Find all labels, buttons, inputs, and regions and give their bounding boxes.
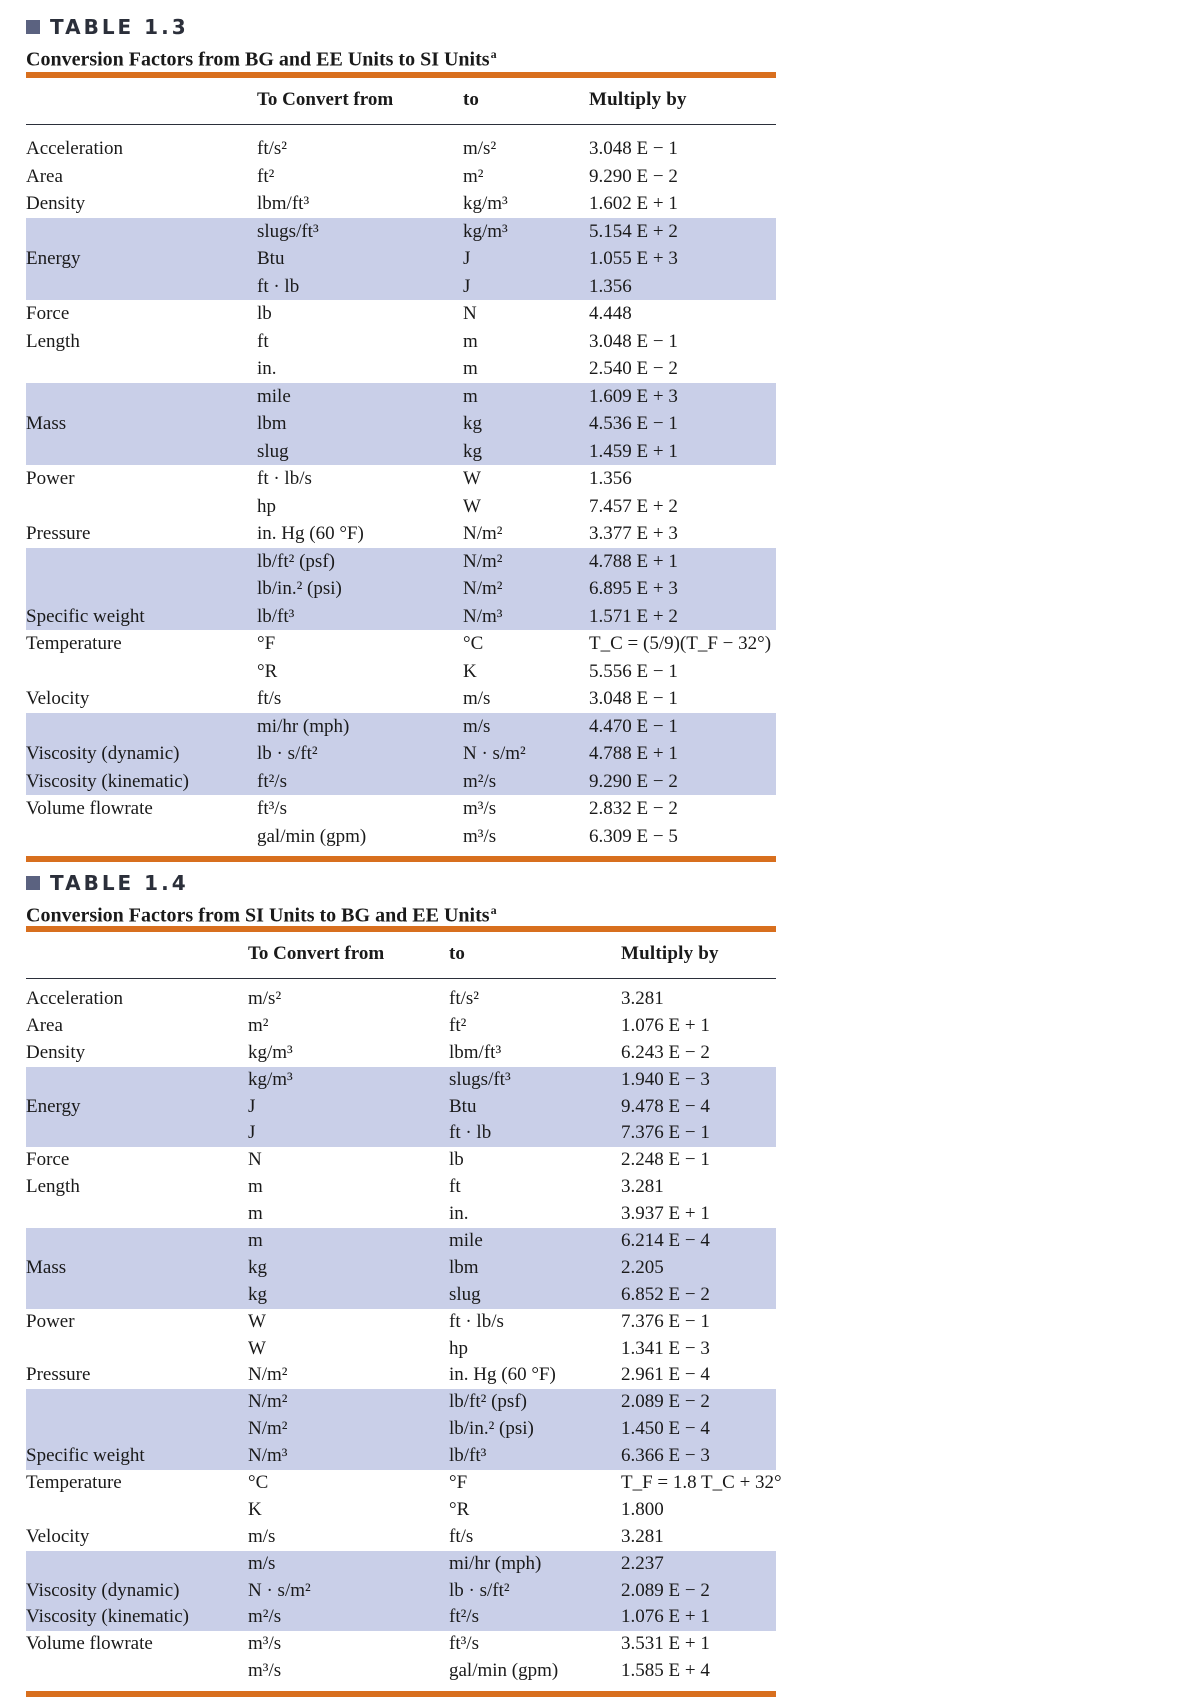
cell-multiply: 3.937 E + 1 — [621, 1203, 710, 1225]
table-row — [26, 1658, 776, 1685]
cell-from: hp — [257, 495, 276, 517]
cell-to: lb/in.² (psi) — [449, 1418, 534, 1440]
cell-multiply: 6.852 E − 2 — [621, 1283, 710, 1305]
cell-to: gal/min (gpm) — [449, 1660, 559, 1682]
cell-multiply: 6.895 E + 3 — [589, 578, 678, 599]
table-number: TABLE 1.4 — [50, 871, 189, 895]
column-header-row — [26, 78, 776, 125]
cell-to: m² — [463, 165, 484, 187]
cell-to: W — [463, 495, 481, 517]
cell-quantity: Specific weight — [26, 605, 145, 627]
cell-multiply: 1.602 E + 1 — [589, 193, 678, 214]
cell-quantity: Temperature — [26, 1472, 122, 1494]
cell-to: lbm/ft³ — [449, 1041, 502, 1063]
cell-from: m²/s — [248, 1606, 282, 1628]
table-row — [26, 1282, 776, 1309]
cell-quantity: Temperature — [26, 633, 122, 654]
cell-quantity: Force — [26, 303, 70, 324]
table-row — [26, 438, 776, 466]
cell-from: m — [248, 1203, 263, 1225]
cell-from: lb · s/ft² — [257, 743, 318, 764]
table-row — [26, 1228, 776, 1255]
cell-multiply: 3.377 E + 3 — [589, 523, 678, 544]
cell-multiply: 2.089 E − 2 — [621, 1391, 710, 1413]
cell-from: °F — [257, 633, 276, 654]
cell-from: Btu — [257, 248, 285, 269]
cell-multiply: 7.376 E − 1 — [621, 1122, 710, 1144]
cell-from: ft · lb/s — [257, 468, 312, 489]
cell-to: °C — [463, 633, 484, 654]
cell-quantity: Volume flowrate — [26, 798, 153, 819]
cell-multiply: 1.800 — [621, 1498, 664, 1520]
cell-to: W — [463, 468, 481, 489]
cell-from: m — [248, 1176, 263, 1198]
table-body — [26, 986, 782, 1685]
cell-quantity: Viscosity (kinematic) — [26, 770, 189, 792]
cell-multiply: 2.832 E − 2 — [589, 798, 678, 819]
cell-to: ft · lb/s — [449, 1310, 504, 1332]
table-row — [26, 1120, 776, 1147]
cell-to: kg/m³ — [463, 220, 508, 242]
cell-quantity: Viscosity (dynamic) — [26, 1579, 180, 1601]
cell-from: ft³/s — [257, 798, 287, 819]
cell-from: kg/m³ — [248, 1041, 293, 1063]
cell-from: N/m² — [248, 1364, 288, 1386]
header-to: to — [463, 89, 479, 110]
table-row — [26, 1255, 776, 1282]
table-row — [26, 1470, 782, 1497]
cell-multiply: 7.457 E + 2 — [589, 495, 678, 517]
cell-from: m³/s — [248, 1660, 282, 1682]
table-row — [26, 218, 776, 246]
cell-from: N — [248, 1149, 262, 1171]
table-row — [26, 603, 776, 631]
cell-multiply: 2.205 — [621, 1256, 664, 1278]
cell-to: slugs/ft³ — [449, 1068, 511, 1090]
table-row — [26, 685, 776, 713]
cell-quantity: Velocity — [26, 1525, 90, 1547]
cell-from: lbm — [257, 413, 287, 434]
table-row — [26, 1604, 776, 1631]
cell-to: N/m² — [463, 523, 503, 544]
cell-to: ft · lb — [449, 1122, 492, 1144]
cell-to: m — [463, 358, 478, 379]
table-row — [26, 1578, 776, 1605]
cell-to: K — [463, 660, 477, 682]
table-row — [26, 630, 776, 658]
cell-to: °R — [449, 1498, 470, 1520]
cell-quantity: Mass — [26, 413, 67, 434]
cell-multiply: 1.076 E + 1 — [621, 1606, 710, 1628]
cell-quantity: Density — [26, 193, 86, 214]
cell-multiply: 1.356 — [589, 468, 632, 489]
cell-from: m² — [248, 1014, 269, 1036]
table-body — [26, 135, 776, 850]
cell-to: m — [463, 330, 478, 352]
cell-quantity: Pressure — [26, 523, 91, 544]
table-row — [26, 300, 776, 328]
table-row — [26, 1336, 776, 1363]
cell-multiply: 1.940 E − 3 — [621, 1068, 710, 1090]
label-square-icon — [26, 876, 40, 890]
cell-multiply: 6.243 E − 2 — [621, 1041, 710, 1063]
table-row — [26, 135, 776, 163]
table-row — [26, 383, 776, 411]
cell-multiply: 4.448 — [589, 303, 632, 324]
table-row — [26, 548, 776, 576]
cell-to: °F — [449, 1472, 468, 1494]
cell-multiply: 1.341 E − 3 — [621, 1337, 710, 1359]
table-row — [26, 658, 776, 686]
cell-multiply: 3.048 E − 1 — [589, 330, 678, 352]
cell-from: m/s — [248, 1552, 276, 1574]
cell-multiply: 9.290 E − 2 — [589, 165, 678, 187]
table-row — [26, 1174, 776, 1201]
cell-to: in. — [449, 1203, 469, 1225]
cell-from: m — [248, 1230, 263, 1252]
cell-to: lb/ft³ — [449, 1445, 487, 1467]
table-row — [26, 1201, 776, 1228]
cell-multiply: 3.531 E + 1 — [621, 1633, 710, 1655]
cell-quantity: Viscosity (dynamic) — [26, 743, 180, 764]
accent-bar-bottom — [26, 856, 776, 862]
cell-multiply: 5.556 E − 1 — [589, 660, 678, 682]
header-multiply: Multiply by — [589, 89, 687, 110]
cell-quantity: Density — [26, 1041, 86, 1063]
cell-quantity: Acceleration — [26, 138, 124, 159]
cell-to: ft² — [449, 1014, 467, 1036]
table-row — [26, 1094, 776, 1121]
table-row — [26, 190, 776, 218]
cell-from: lb/ft³ — [257, 605, 295, 627]
cell-from: kg/m³ — [248, 1068, 293, 1090]
cell-multiply: 2.237 — [621, 1552, 664, 1574]
cell-from: in. Hg (60 °F) — [257, 523, 364, 544]
cell-multiply: 4.536 E − 1 — [589, 413, 678, 434]
cell-quantity: Pressure — [26, 1364, 91, 1386]
cell-multiply: 2.540 E − 2 — [589, 358, 678, 379]
cell-multiply: 1.609 E + 3 — [589, 385, 678, 407]
cell-to: m/s — [463, 715, 491, 737]
footnote-mark: a — [490, 903, 497, 917]
cell-to: lb — [449, 1149, 464, 1171]
header-from: To Convert from — [257, 89, 394, 110]
cell-from: N/m³ — [248, 1445, 288, 1467]
cell-quantity: Power — [26, 1310, 75, 1332]
cell-multiply: 9.478 E − 4 — [621, 1095, 710, 1117]
cell-quantity: Acceleration — [26, 988, 124, 1009]
cell-from: J — [248, 1095, 256, 1117]
cell-quantity: Length — [26, 1176, 80, 1198]
cell-from: gal/min (gpm) — [257, 825, 367, 847]
cell-from: lbm/ft³ — [257, 193, 310, 214]
cell-quantity: Area — [26, 1014, 63, 1036]
table-row — [26, 493, 776, 521]
cell-to: ft²/s — [449, 1606, 479, 1628]
cell-from: J — [248, 1122, 256, 1144]
cell-multiply: 6.214 E − 4 — [621, 1230, 710, 1252]
cell-from: in. — [257, 358, 277, 379]
table-row — [26, 1013, 776, 1040]
cell-multiply: 6.309 E − 5 — [589, 825, 678, 847]
table-row — [26, 1309, 776, 1336]
cell-multiply: 6.366 E − 3 — [621, 1445, 710, 1467]
table-label — [26, 870, 776, 896]
cell-multiply: 3.281 — [621, 988, 664, 1009]
table-row — [26, 575, 776, 603]
accent-bar-bottom — [26, 1691, 776, 1697]
cell-from: N/m² — [248, 1391, 288, 1413]
cell-multiply: 7.376 E − 1 — [621, 1310, 710, 1332]
cell-to: Btu — [449, 1095, 477, 1117]
cell-from: ft²/s — [257, 770, 287, 792]
cell-from: slugs/ft³ — [257, 220, 319, 242]
cell-quantity: Specific weight — [26, 1445, 145, 1467]
table-row — [26, 1443, 776, 1470]
header-multiply: Multiply by — [621, 943, 719, 964]
cell-multiply: 1.055 E + 3 — [589, 248, 678, 269]
cell-to: J — [463, 275, 471, 297]
cell-to: N/m² — [463, 578, 503, 599]
cell-from: kg — [248, 1256, 267, 1278]
cell-to: in. Hg (60 °F) — [449, 1364, 556, 1386]
cell-from: lb — [257, 303, 272, 324]
cell-from: ft — [257, 330, 269, 352]
table-1-3 — [26, 14, 776, 862]
cell-to: ft/s² — [449, 988, 479, 1009]
table-row — [26, 986, 776, 1013]
cell-quantity: Force — [26, 1149, 70, 1171]
table-row — [26, 1524, 776, 1551]
cell-from: lb/in.² (psi) — [257, 578, 342, 599]
cell-multiply: 4.788 E + 1 — [589, 550, 678, 572]
cell-quantity: Mass — [26, 1256, 67, 1278]
table-row — [26, 355, 776, 383]
cell-from: W — [248, 1337, 266, 1359]
cell-to: m²/s — [463, 770, 497, 792]
cell-multiply: 9.290 E − 2 — [589, 770, 678, 792]
cell-from: m³/s — [248, 1633, 282, 1655]
cell-multiply: 4.470 E − 1 — [589, 715, 678, 737]
cell-multiply: 1.450 E − 4 — [621, 1418, 710, 1440]
table-row — [26, 1389, 776, 1416]
cell-to: lbm — [449, 1256, 479, 1278]
cell-multiply: 1.585 E + 4 — [621, 1660, 710, 1682]
table-row — [26, 713, 776, 741]
cell-multiply: 3.048 E − 1 — [589, 688, 678, 709]
cell-from: N/m² — [248, 1418, 288, 1440]
table-row — [26, 520, 776, 548]
cell-to: ft — [449, 1176, 461, 1198]
table-row — [26, 1416, 776, 1443]
table-row — [26, 410, 776, 438]
cell-quantity: Power — [26, 468, 75, 489]
cell-to: m/s — [463, 688, 491, 709]
cell-from: ft² — [257, 165, 275, 187]
header-to: to — [449, 943, 465, 964]
cell-multiply: 1.356 — [589, 275, 632, 297]
table-row — [26, 1040, 776, 1067]
cell-from: lb/ft² (psf) — [257, 550, 335, 572]
cell-to: ft³/s — [449, 1633, 479, 1655]
table-row — [26, 1067, 776, 1094]
cell-from: ft/s² — [257, 138, 287, 159]
cell-multiply: 3.048 E − 1 — [589, 138, 678, 159]
cell-from: N · s/m² — [248, 1579, 311, 1601]
cell-to: m — [463, 385, 478, 407]
cell-to: m/s² — [463, 138, 497, 159]
cell-to: lb · s/ft² — [449, 1579, 510, 1601]
table-caption — [26, 40, 776, 71]
cell-from: °R — [257, 660, 278, 682]
cell-multiply: 2.089 E − 2 — [621, 1579, 710, 1601]
table-row — [26, 768, 776, 796]
cell-to: hp — [449, 1337, 468, 1359]
cell-from: °C — [248, 1472, 269, 1494]
caption-text: Conversion Factors from SI Units to BG and EE Units — [26, 904, 490, 927]
table-row — [26, 465, 776, 493]
cell-from: mi/hr (mph) — [257, 715, 350, 737]
cell-from: W — [248, 1310, 266, 1332]
cell-from: m/s² — [248, 988, 282, 1009]
cell-multiply: T_C = (5/9)(T_F − 32°) — [589, 633, 772, 654]
cell-multiply: 2.248 E − 1 — [621, 1149, 710, 1171]
table-row — [26, 1147, 776, 1174]
caption-text: Conversion Factors from BG and EE Units to SI Units — [26, 48, 490, 71]
cell-quantity: Velocity — [26, 688, 90, 709]
cell-to: mile — [449, 1230, 483, 1252]
footnote-mark: a — [490, 47, 497, 61]
cell-from: mile — [257, 385, 291, 407]
cell-to: ft/s — [449, 1525, 474, 1547]
table-row — [26, 245, 776, 273]
table-row — [26, 328, 776, 356]
table-row — [26, 273, 776, 301]
cell-from: slug — [257, 440, 289, 462]
cell-to: N/m³ — [463, 605, 503, 627]
table-row — [26, 1551, 776, 1578]
cell-to: lb/ft² (psf) — [449, 1391, 527, 1413]
cell-to: N/m² — [463, 550, 503, 572]
cell-to: J — [463, 248, 471, 269]
cell-from: m/s — [248, 1525, 276, 1547]
table-row — [26, 823, 776, 851]
cell-from: ft · lb — [257, 275, 300, 297]
cell-quantity: Energy — [26, 1095, 81, 1117]
cell-quantity: Viscosity (kinematic) — [26, 1606, 189, 1628]
cell-to: kg/m³ — [463, 193, 508, 214]
cell-multiply: 2.961 E − 4 — [621, 1364, 710, 1386]
cell-multiply: 3.281 — [621, 1176, 664, 1198]
cell-from: kg — [248, 1283, 267, 1305]
cell-multiply: 1.459 E + 1 — [589, 440, 678, 462]
cell-multiply: 5.154 E + 2 — [589, 220, 678, 242]
cell-multiply: 3.281 — [621, 1525, 664, 1547]
header-from: To Convert from — [248, 943, 385, 964]
table-number: TABLE 1.3 — [50, 15, 189, 39]
table-row — [26, 740, 776, 768]
cell-from: ft/s — [257, 688, 282, 709]
cell-to: kg — [463, 413, 482, 434]
cell-quantity: Area — [26, 165, 63, 187]
cell-to: mi/hr (mph) — [449, 1552, 542, 1574]
cell-to: kg — [463, 440, 482, 462]
cell-quantity: Length — [26, 330, 80, 352]
table-row — [26, 795, 776, 823]
cell-to: slug — [449, 1283, 481, 1305]
cell-multiply: T_F = 1.8 T_C + 32° — [621, 1472, 782, 1494]
cell-multiply: 1.571 E + 2 — [589, 605, 678, 627]
table-label — [26, 14, 776, 40]
table-row — [26, 163, 776, 191]
table-row — [26, 1362, 776, 1389]
cell-quantity: Energy — [26, 248, 81, 269]
table-caption — [26, 896, 776, 927]
table-row — [26, 1497, 776, 1524]
cell-to: N — [463, 303, 477, 324]
table-row — [26, 1631, 776, 1658]
cell-multiply: 4.788 E + 1 — [589, 743, 678, 764]
table-1-4 — [26, 870, 782, 1697]
cell-to: N · s/m² — [463, 743, 526, 764]
column-header-row — [26, 932, 776, 979]
cell-quantity: Volume flowrate — [26, 1633, 153, 1655]
cell-multiply: 1.076 E + 1 — [621, 1014, 710, 1036]
cell-to: m³/s — [463, 798, 497, 819]
cell-to: m³/s — [463, 825, 497, 847]
cell-from: K — [248, 1498, 262, 1520]
label-square-icon — [26, 20, 40, 34]
